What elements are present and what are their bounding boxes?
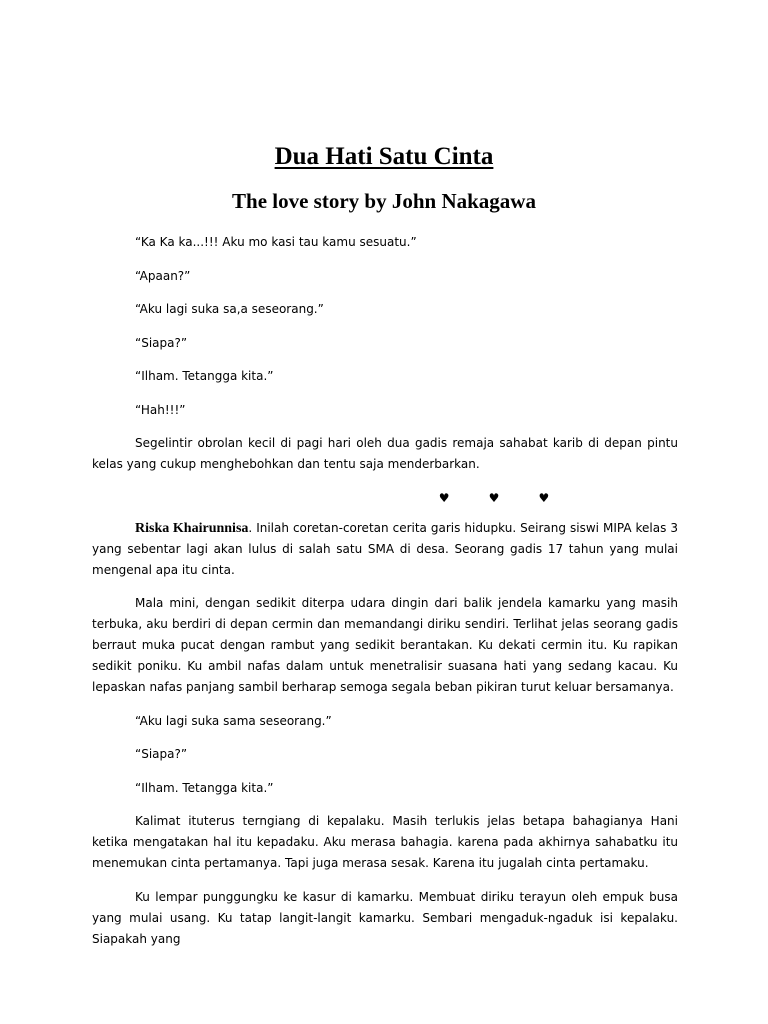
heart-icon: ♥ [438,490,450,505]
heart-icon: ♥ [538,490,550,505]
dialog-line: “Siapa?” [135,747,188,761]
dialog-line: “Aku lagi suka sa,a seseorang.” [135,302,324,316]
paragraph: Mala mini, dengan sedikit diterpa udara dingin dari balik jendela kamarku yang masih terbuka, aku berdiri di depan cermin dan memandangi diriku sendiri. Terlihat jelas seorang gadis berraut muka pucat dengan rambut yang sedikit berantakan. Ku dekati cermin itu. Ku rapikan sedikit poniku. Ku ambil nafas dalam untuk menetralisir suasana hati yang sedang kacau. Ku lepaskan nafas panjang sambil berharap semoga segala beban pikiran turut keluar bersamanya. [92,596,678,694]
paragraph: Kalimat ituterus terngiang di kepalaku. Masih terlukis jelas betapa bahagianya Hani ketika mengatakan hal itu kepadaku. Aku merasa bahagia. karena pada akhirnya sahabatku itu menemukan cinta pertamanya. Tapi juga merasa sesak. Karena itu jugalah cinta pertamaku. [92,814,678,870]
dialog-line: “Ka Ka ka...!!! Aku mo kasi tau kamu sesuatu.” [135,235,417,249]
dialog-line: “Ilham. Tetangga kita.” [135,369,274,383]
dialog-line: “Aku lagi suka sama seseorang.” [135,713,332,728]
paragraph-text: . Inilah coretan-coretan cerita garis hidupku. Seirang siswi MIPA kelas 3 yang sebentar lagi akan lulus di salah satu SMA di desa. Seorang gadis 17 tahun yang mulai mengenal apa itu cinta. [92,520,678,577]
paragraph [92,518,678,581]
heart-icon: ♥ [488,490,500,505]
section-divider [92,488,678,509]
document-title: Dua Hati Satu Cinta [274,143,494,170]
dialog-line: “Apaan?” [135,268,191,283]
dialog-line: “Ilham. Tetangga kita.” [135,780,274,795]
document-subtitle: The love story by John Nakagawa [232,189,536,213]
dialog-line: “Hah!!!” [135,402,186,417]
dialog-line: “Siapa?” [135,335,188,350]
paragraph: Ku lempar punggungku ke kasur di kamarku. Membuat diriku terayun oleh empuk busa yang mulai usang. Ku tatap langit-langit kamarku. Sembari mengaduk-ngaduk isi kepalaku. Siapakah yang [92,889,678,946]
document-body [92,232,678,962]
character-name: Riska Khairunnisa [135,520,249,536]
paragraph: Segelintir obrolan kecil di pagi hari oleh dua gadis remaja sahabat karib di depan pintu kelas yang cukup menghebohkan dan tentu saja menderbarkan. [92,436,678,471]
